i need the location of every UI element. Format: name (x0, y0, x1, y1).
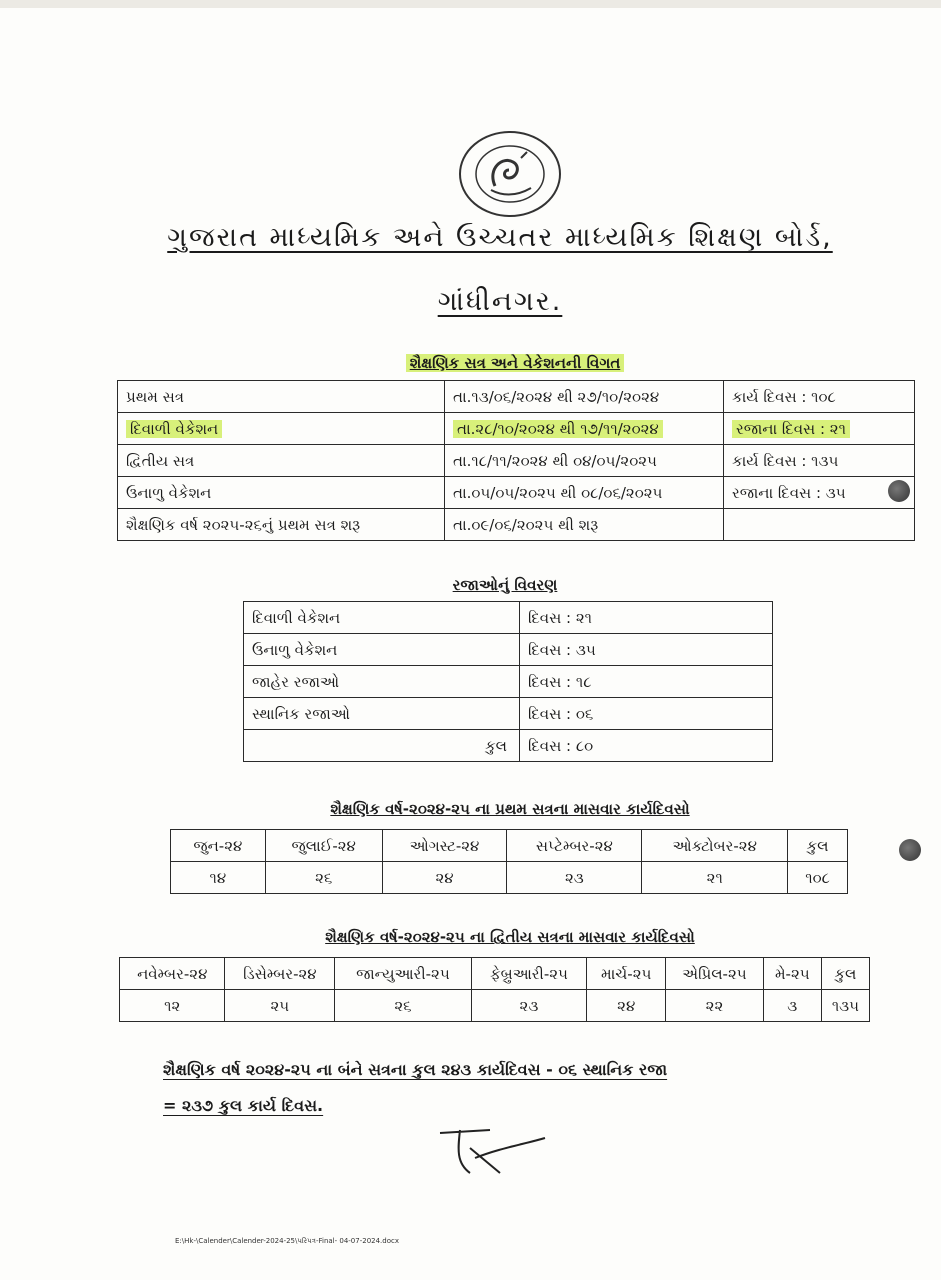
holiday-name: દિવાળી વેકેશન (244, 602, 520, 634)
month-days: ૧૨ (120, 990, 225, 1022)
session-heading-text: શૈક્ષણિક સત્ર અને વેકેશનની વિગત (406, 354, 625, 372)
session-period-cell (445, 413, 724, 445)
signature-mark (430, 1118, 550, 1178)
session-period: તા.૧૩/૦૬/૨૦૨૪ થી ૨૭/૧૦/૨૦૨૪ (445, 381, 724, 413)
month-days: ૨૫ (225, 990, 335, 1022)
month-days: ૧૪ (171, 862, 266, 894)
session-name: દિવાળી વેકેશન (126, 420, 222, 438)
session-name: દ્વિતીય સત્ર (118, 445, 445, 477)
month-header: સપ્ટેમ્બર-૨૪ (507, 830, 642, 862)
holiday-days: દિવસ : ૨૧ (520, 602, 773, 634)
month-header: કુલ (788, 830, 848, 862)
board-seal-logo (455, 128, 565, 220)
session-period: તા.૧૮/૧૧/૨૦૨૪ થી ૦૪/૦૫/૨૦૨૫ (445, 445, 724, 477)
board-city: ગાંધીનગર. (437, 286, 563, 317)
session-name: પ્રથમ સત્ર (118, 381, 445, 413)
session-name: શૈક્ષણિક વર્ષ ૨૦૨૫-૨૬નું પ્રથમ સત્ર શરૂ (118, 509, 445, 541)
month-days: ૨૬ (265, 862, 382, 894)
table-row (118, 477, 915, 509)
month-days: ૨૪ (382, 862, 507, 894)
table-row (244, 666, 773, 698)
summary-line: શૈક્ષણિક વર્ષ ૨૦૨૪-૨૫ ના બંને સત્રના કુલ ૨૪૩ કાર્યદિવસ - ૦૬ સ્થાનિક રજા (163, 1060, 668, 1079)
holiday-table (243, 601, 773, 762)
month-header: મે-૨૫ (763, 958, 821, 990)
table-row (244, 730, 773, 762)
table-row (120, 958, 870, 990)
month-header: ડિસેમ્બર-૨૪ (225, 958, 335, 990)
month-header: જુન-૨૪ (171, 830, 266, 862)
session-days: કાર્ય દિવસ : ૧૩૫ (724, 445, 915, 477)
month-header: ઓગસ્ટ-૨૪ (382, 830, 507, 862)
holiday-total-days: દિવસ : ૮૦ (520, 730, 773, 762)
summary-line: = ૨૩૭ કુલ કાર્ય દિવસ. (163, 1096, 324, 1115)
second-term-table (119, 957, 870, 1022)
table-row (244, 602, 773, 634)
holiday-name: સ્થાનિક રજાઓ (244, 698, 520, 730)
holiday-total-label: કુલ (244, 730, 520, 762)
session-table (117, 380, 915, 541)
month-header: કુલ (821, 958, 869, 990)
scan-edge (0, 0, 941, 8)
file-path-footer: E:\Hk-\Calender\Calender-2024-25\પરિપત્ર-Final- 04-07-2024.docx (175, 1237, 399, 1245)
month-days: ૧૩૫ (821, 990, 869, 1022)
month-header: ફેબ્રુઆરી-૨૫ (471, 958, 587, 990)
month-days: ૧૦૮ (788, 862, 848, 894)
session-days-cell (724, 413, 915, 445)
session-heading (370, 354, 660, 372)
table-row (120, 990, 870, 1022)
month-header: માર્ચ-૨૫ (587, 958, 666, 990)
month-header: જાન્યુઆરી-૨૫ (335, 958, 471, 990)
session-days: રજાના દિવસ : ૨૧ (732, 420, 850, 438)
table-row (118, 381, 915, 413)
month-days: ૨૬ (335, 990, 471, 1022)
holiday-days: દિવસ : ૧૮ (520, 666, 773, 698)
table-row (118, 413, 915, 445)
month-days: ૨૪ (587, 990, 666, 1022)
second-term-heading: શૈક્ષણિક વર્ષ-૨૦૨૪-૨૫ ના દ્વિતીય સત્રના માસવાર કાર્યદિવસો (325, 928, 695, 946)
table-row (244, 634, 773, 666)
month-days: ૨૨ (666, 990, 764, 1022)
month-header: એપ્રિલ-૨૫ (666, 958, 764, 990)
table-row (118, 509, 915, 541)
session-name-cell (118, 413, 445, 445)
summary-block (163, 1052, 863, 1124)
session-days: કાર્ય દિવસ : ૧૦૮ (724, 381, 915, 413)
holiday-days: દિવસ : ૦૬ (520, 698, 773, 730)
session-days (724, 509, 915, 541)
board-title: ગુજરાત માધ્યમિક અને ઉચ્ચતર માધ્યમિક શિક્ષણ બોર્ડ, (167, 222, 833, 253)
holiday-days: દિવસ : ૩૫ (520, 634, 773, 666)
month-header: ઓક્ટોબર-૨૪ (642, 830, 788, 862)
session-name: ઉનાળુ વેકેશન (118, 477, 445, 509)
month-days: ૨૩ (471, 990, 587, 1022)
punch-hole-mark (899, 839, 921, 861)
session-days: રજાના દિવસ : ૩૫ (724, 477, 915, 509)
first-term-table (170, 829, 848, 894)
month-header: નવેમ્બર-૨૪ (120, 958, 225, 990)
session-period: તા.૦૫/૦૫/૨૦૨૫ થી ૦૮/૦૬/૨૦૨૫ (445, 477, 724, 509)
month-days: ૨૩ (507, 862, 642, 894)
table-row (171, 830, 848, 862)
holiday-heading: રજાઓનું વિવરણ (452, 576, 558, 594)
month-days: ૩ (763, 990, 821, 1022)
table-row (244, 698, 773, 730)
punch-hole-mark (888, 480, 910, 502)
table-row (171, 862, 848, 894)
month-header: જુલાઈ-૨૪ (265, 830, 382, 862)
session-period: તા.૨૮/૧૦/૨૦૨૪ થી ૧૭/૧૧/૨૦૨૪ (453, 420, 663, 438)
month-days: ૨૧ (642, 862, 788, 894)
table-row (118, 445, 915, 477)
first-term-heading: શૈક્ષણિક વર્ષ-૨૦૨૪-૨૫ ના પ્રથમ સત્રના માસવાર કાર્યદિવસો (330, 800, 690, 818)
holiday-name: ઉનાળુ વેકેશન (244, 634, 520, 666)
session-period: તા.૦૯/૦૬/૨૦૨૫ થી શરૂ (445, 509, 724, 541)
holiday-name: જાહેર રજાઓ (244, 666, 520, 698)
